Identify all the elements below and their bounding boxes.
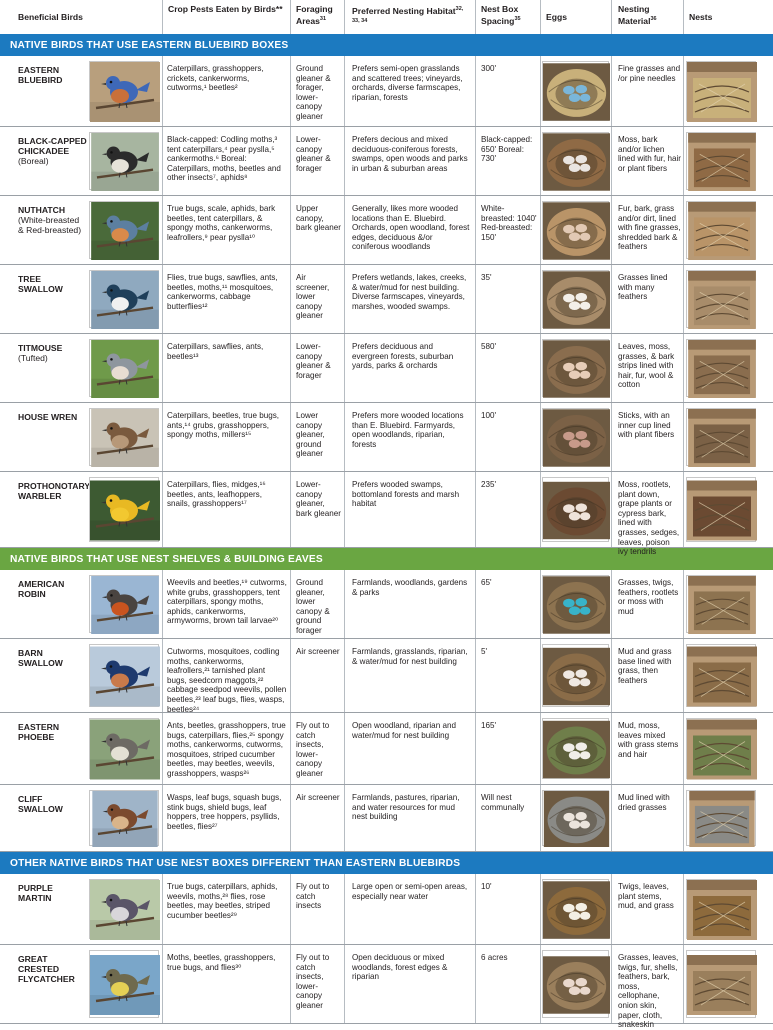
habitat-text: Prefers semi-open grasslands and scattered trees; vineyards, orchards, diverse farmscapes, riparian, forests [352,64,463,102]
bird-photo [89,718,159,779]
table-row [0,265,773,334]
spacing-text: Will nest communally [481,793,525,812]
eggs-photo [542,477,609,542]
pests-text: Caterpillars, beetles, true bugs, ants,¹⁴ grubs, grasshoppers, spongy moths, millers¹⁵ [167,411,280,440]
bird-photo [89,61,159,121]
table-header [0,0,773,36]
material-text: Twigs, leaves, plant stems, mud, and grass [618,882,674,911]
habitat-cell [345,56,475,126]
bird-name: AMERICAN ROBIN [18,579,65,599]
habitat-cell [345,334,475,402]
bird-photo [89,339,159,397]
material-cell [612,570,683,638]
pests-cell [163,570,290,638]
spacing-cell [476,874,540,944]
bird-name: NUTHATCH [18,205,66,215]
habitat-text: Farmlands, grasslands, riparian, & water/mud for nest building [352,647,468,666]
header-pests: Crop Pests Eaten by Birds** [168,4,283,14]
header-eggs: Eggs [546,12,568,22]
header-birds: Beneficial Birds [18,12,83,22]
pests-text: Caterpillars, grasshoppers, crickets, cankerworms, cutworms,¹ beetles² [167,64,264,93]
foraging-text: Ground gleaner, lower canopy & ground forager [296,578,330,635]
bird-name: TITMOUSE [18,343,63,353]
material-cell [612,196,683,264]
bird-photo [89,644,159,707]
bird-name: GREAT CRESTED FLYCATCHER [18,954,75,984]
eggs-photo [542,201,609,259]
spacing-text: 235' [481,480,497,489]
spacing-text: 100' [481,411,497,420]
pests-cell [163,265,290,333]
bird-name-cell [0,265,90,333]
section-other-boxes: OTHER NATIVE BIRDS THAT USE NEST BOXES DIFFERENT THAN EASTERN BLUEBIRDS [0,852,773,874]
bird-photo [89,270,159,328]
spacing-cell [476,127,540,195]
spacing-cell [476,56,540,126]
material-text: Fine grasses and /or pine needles [618,64,681,83]
section-nest-shelves: NATIVE BIRDS THAT USE NEST SHELVES & BUILDING EAVES [0,548,773,570]
eggs-photo [542,132,609,190]
spacing-text: White-breasted: 1040' Red-breasted: 150' [481,204,537,242]
nest-photo [686,61,756,121]
pests-text: Caterpillars, sawflies, ants, beetles¹³ [167,342,264,361]
foraging-cell [291,334,344,402]
header-spacing: Nest Box Spacing$^{35}$ [481,4,521,26]
bird-name-cell [0,127,90,195]
bird-name-cell [0,785,90,851]
bird-name: BLACK-CAPPED CHICKADEE [18,136,87,156]
eggs-photo [542,879,609,939]
table-row [0,127,773,196]
pests-text: Moths, beetles, grasshoppers, true bugs, and flies³⁰ [167,953,276,972]
foraging-text: Air screener, lower canopy gleaner [296,273,330,321]
bird-name: PURPLE MARTIN [18,883,53,903]
bird-name: EASTERN PHOEBE [18,722,60,742]
pests-text: Caterpillars, flies, midges,¹⁶ beetles, ants, leafhoppers, snails, grasshoppers¹⁷ [167,480,266,509]
bird-photo [89,477,159,542]
material-text: Moss, bark and/or lichen lined with fur, hair or plant fibers [618,135,681,173]
habitat-text: Prefers wetlands, lakes, creeks, & water/mud for nest building. Diverse farmscapes, vineyards, marshes, wooded swamps. [352,273,467,311]
table-row [0,639,773,713]
pests-cell [163,403,290,471]
eggs-photo [542,339,609,397]
foraging-text: Ground gleaner & forager, lower-canopy gleaner [296,64,331,121]
pests-text: Cutworms, mosquitoes, codling moths, cankerworms, leafrollers,²¹ tarnished plant bugs, seedcorn maggots,²² cabbage seedpod weevils, pollen beetles,²³ leaf bugs, flies, wasps, beetles²⁴ [167,647,287,714]
foraging-cell [291,472,344,547]
bird-photo [89,575,159,633]
material-text: Mud lined with dried grasses [618,793,670,812]
foraging-cell [291,403,344,471]
nest-photo [686,477,756,542]
nest-photo [686,718,756,779]
habitat-cell [345,127,475,195]
habitat-text: Prefers decious and mixed deciduous-coniferous forests, swamps, open woods and parks in urban & suburban areas [352,135,468,173]
material-cell [612,713,683,784]
material-text: Sticks, with an inner cup lined with plant fibers [618,411,675,440]
spacing-cell [476,334,540,402]
foraging-text: Lower-canopy gleaner & forager [296,135,331,173]
bird-name-cell [0,196,90,264]
foraging-cell [291,874,344,944]
bird-subname: (Tufted) [18,353,48,363]
bird-name-cell [0,56,90,126]
bird-name: BARN SWALLOW [18,648,63,668]
bird-name-cell [0,570,90,638]
material-text: Mud, moss, leaves mixed with grass stems and hair [618,721,679,759]
foraging-text: Air screener [296,647,340,656]
eggs-photo [542,270,609,328]
foraging-text: Upper canopy, bark gleaner [296,204,341,233]
habitat-cell [345,713,475,784]
nest-photo [686,575,756,633]
habitat-cell [345,403,475,471]
foraging-text: Fly out to catch insects, lower-canopy gleaner [296,721,330,778]
eggs-photo [542,408,609,466]
nest-photo [686,339,756,397]
pests-text: True bugs, scale, aphids, bark beetles, tent caterpillars, & spongy moths, cankerworms, leafrollers,⁹ pear pyslla¹⁰ [167,204,276,242]
pests-cell [163,196,290,264]
spacing-text: Black-capped: 650' Boreal: 730' [481,135,533,164]
spacing-text: 580' [481,342,497,351]
material-text: Leaves, moss, grasses, & bark strips lined with hair, fur, wool & cotton [618,342,675,390]
pests-cell [163,713,290,784]
nest-photo [686,408,756,466]
bird-name-cell [0,334,90,402]
bird-name-cell [0,874,90,944]
nest-photo [686,950,756,1018]
spacing-text: 6 acres [481,953,508,962]
eggs-photo [542,644,609,707]
section-bluebird-boxes: NATIVE BIRDS THAT USE EASTERN BLUEBIRD BOXES [0,34,773,56]
foraging-text: Air screener [296,793,340,802]
foraging-cell [291,56,344,126]
habitat-cell [345,785,475,851]
habitat-cell [345,472,475,547]
table-row [0,56,773,127]
table-row [0,945,773,1030]
pests-text: True bugs, caterpillars, aphids, weevils, moths,²⁸ flies, rose beetles, may beetles, striped cucumber beetles²⁹ [167,882,278,920]
bird-name: TREE SWALLOW [18,274,63,294]
habitat-text: Generally, likes more wooded locations than E. Bluebird. Orchards, open woodland, forest edges, deciduous &/or coniferous woodlands [352,204,470,252]
material-cell [612,945,683,1030]
pests-text: Ants, beetles, grasshoppers, true bugs, caterpillars, flies,²⁵ spongy moths, cankerworms, cutworms, mosquitoes, striped cucumber beetles, may beetles, weevils, grasshoppers, wasps²⁶ [167,721,286,778]
spacing-text: 5' [481,647,488,656]
table-row [0,403,773,472]
nest-photo [686,879,756,939]
material-cell [612,265,683,333]
nest-photo [686,201,756,259]
foraging-cell [291,196,344,264]
material-cell [612,403,683,471]
spacing-cell [476,945,540,1023]
pests-cell [163,334,290,402]
bird-subname: (Boreal) [18,156,49,166]
material-cell [612,334,683,402]
habitat-text: Prefers wooded swamps, bottomland forests and marsh habitat [352,480,460,509]
header-material: Nesting Material$^{36}$ [618,4,657,26]
material-text: Grasses lined with many feathers [618,273,668,302]
spacing-text: 10' [481,882,492,891]
foraging-text: Fly out to catch insects [296,882,330,911]
pests-text: Black-capped: Codling moths,³ tent caterpillars,⁴ pear pyslla,⁵ cankermoths.⁶ Boreal: Caterpillars, moths, beetles and other insects⁷, aphids⁸ [167,135,281,183]
material-text: Grasses, twigs, feathers, rootlets or moss with mud [618,578,679,616]
spacing-text: 165' [481,721,497,730]
material-cell [612,639,683,712]
bird-photo [89,879,159,939]
pests-text: Flies, true bugs, sawflies, ants, beetles, moths,¹¹ mosquitoes, cankerworms, cabbage butterflies¹² [167,273,278,311]
bird-subname: (White-breasted & Red-breasted) [18,215,82,235]
header-nests: Nests [689,12,713,22]
pests-cell [163,127,290,195]
foraging-text: Lower canopy gleaner, ground gleaner [296,411,325,459]
table-row [0,196,773,265]
eggs-photo [542,718,609,779]
habitat-text: Prefers more wooded locations than E. Bluebird. Farmyards, open woodlands, riparian, forests [352,411,464,449]
bird-name-cell [0,403,90,471]
table-row [0,785,773,852]
material-text: Mud and grass base lined with grass, then feathers [618,647,672,685]
spacing-cell [476,265,540,333]
foraging-cell [291,945,344,1023]
bird-photo [89,408,159,466]
pests-text: Weevils and beetles,¹⁹ cutworms, white grubs, grasshoppers, tent caterpillars, spongy moths, aphids, cankerworms, armyworms, brown tail larvae²⁰ [167,578,287,626]
eggs-photo [542,790,609,846]
table-row [0,874,773,945]
spacing-cell [476,785,540,851]
spacing-cell [476,403,540,471]
foraging-cell [291,127,344,195]
habitat-cell [345,874,475,944]
habitat-cell [345,265,475,333]
habitat-text: Prefers deciduous and evergreen forests, suburban yards, parks & orchards [352,342,454,371]
bird-name-cell [0,639,90,712]
habitat-text: Open woodland, riparian and water/mud for nest building [352,721,456,740]
habitat-cell [345,570,475,638]
habitat-text: Farmlands, woodlands, gardens & parks [352,578,468,597]
material-cell [612,874,683,944]
foraging-cell [291,265,344,333]
habitat-cell [345,945,475,1023]
material-cell [612,472,683,557]
eggs-photo [542,950,609,1018]
spacing-text: 35' [481,273,492,282]
spacing-text: 65' [481,578,492,587]
bird-name: PROTHONOTARY WARBLER [18,481,90,501]
pests-cell [163,56,290,126]
habitat-cell [345,196,475,264]
eggs-photo [542,61,609,121]
spacing-cell [476,713,540,784]
eggs-photo [542,575,609,633]
nest-photo [686,270,756,328]
foraging-text: Fly out to catch insects, lower-canopy gleaner [296,953,330,1010]
foraging-cell [291,713,344,784]
spacing-cell [476,570,540,638]
spacing-cell [476,639,540,712]
foraging-cell [291,639,344,712]
foraging-text: Lower-canopy gleaner, bark gleaner [296,480,341,518]
bird-name: CLIFF SWALLOW [18,794,63,814]
pests-text: Wasps, leaf bugs, squash bugs, stink bugs, shield bugs, leaf hoppers, tree hoppers, psyllids, beetles, flies²⁷ [167,793,282,831]
table-row [0,472,773,557]
table-row [0,334,773,403]
header-habitat: Preferred Nesting Habitat$^{32, 33, 34}$ [352,5,464,24]
pests-cell [163,785,290,851]
pests-cell [163,472,290,547]
habitat-text: Open deciduous or mixed woodlands, forest edges & riparian [352,953,448,982]
pests-cell [163,639,290,712]
habitat-text: Large open or semi-open areas, especially near water [352,882,468,901]
nest-photo [686,132,756,190]
material-cell [612,127,683,195]
spacing-cell [476,196,540,264]
bird-photo [89,201,159,259]
pests-cell [163,874,290,944]
nest-photo [686,790,756,846]
bird-photo [89,790,159,846]
foraging-text: Lower-canopy gleaner & forager [296,342,331,380]
material-text: Moss, rootlets, plant down, grape plants or cypress bark, lined with grasses, sedges, leaves, poison ivy tendrils [618,480,680,557]
table-row [0,713,773,785]
bird-name: EASTERN BLUEBIRD [18,65,63,85]
material-cell [612,785,683,851]
habitat-cell [345,639,475,712]
bird-name-cell [0,472,90,547]
habitat-text: Farmlands, pastures, riparian, and water resources for mud nest building [352,793,460,822]
table-row [0,570,773,639]
material-cell [612,56,683,126]
foraging-cell [291,570,344,638]
bird-photo [89,950,159,1018]
material-text: Grasses, leaves, twigs, fur, shells, feathers, bark, moss, cellophane, onion skin, paper, cloth, snakeskin [618,953,679,1030]
bird-name: HOUSE WREN [18,412,78,422]
material-text: Fur, bark, grass and/or dirt, lined with fine grasses, shredded bark & feathers [618,204,681,252]
spacing-cell [476,472,540,547]
header-foraging: Foraging Areas$^{31}$ [296,4,333,26]
foraging-cell [291,785,344,851]
bird-name-cell [0,945,90,1023]
spacing-text: 300' [481,64,497,73]
bird-name-cell [0,713,90,784]
pests-cell [163,945,290,1023]
bird-photo [89,132,159,190]
nest-photo [686,644,756,707]
